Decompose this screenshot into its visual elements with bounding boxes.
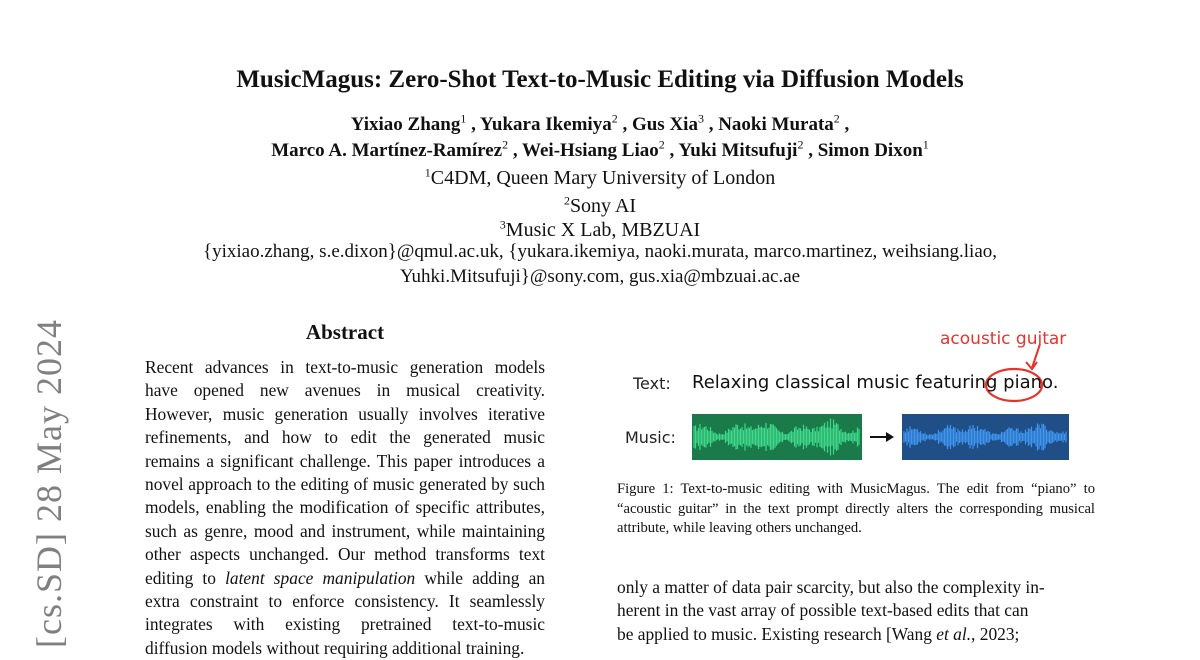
abstract-emphasis: latent space manipulation: [225, 567, 416, 588]
author-l2-2: Yuki Mitsufuji$^2$: [678, 137, 804, 161]
figure-text-label: Text:: [633, 374, 671, 393]
affiliation-2: $^2$Sony AI: [563, 193, 637, 217]
author-l2-3: Simon Dixon$^1$: [817, 137, 929, 161]
body-line-1: only a matter of data pair scarcity, but also the complexity in-: [617, 577, 1045, 597]
figure-text-prompt: Relaxing classical music featuring piano.: [692, 372, 1059, 393]
affiliation-3: $^3$Music X Lab, MBZUAI: [499, 217, 701, 241]
abstract-body: Recent advances in text-to-music generation models have opened new avenues in musical creativity. However, music generation usually involves iterative refinements, and how to edit the generated music remains a significant challenge. This paper introduces a novel approach to the editing of music generated by such models, enabling the modification of specific attributes, such as genre, mood and instrument, while maintaining other aspects unchanged. Our method transforms text editing to latent space manipulation while adding an extra constraint to enforce consistency. It seamlessly integrates with existing pretrained text-to-music diffusion models without requiring additional training.: [145, 357, 545, 658]
affiliation-1: $^1$C4DM, Queen Mary University of London: [424, 165, 776, 189]
figure-1: [600, 322, 1100, 472]
body-line-3: be applied to music. Existing research [Wang et al., 2023;: [617, 623, 1020, 644]
paper-title: MusicMagus: Zero-Shot Text-to-Music Editing via Diffusion Models: [236, 66, 964, 93]
author-list-line-2: Marco A. Martínez-Ramírez$^2$ , Wei-Hsiang Liao$^2$ , Yuki Mitsufuji$^2$ , Simon Dixon$^1$: [271, 137, 929, 161]
author-l1-3: Naoki Murata$^2$: [718, 111, 840, 135]
author-l1-0: Yixiao Zhang$^1$: [350, 111, 467, 135]
arxiv-stamp: [cs.SD] 28 May 2024: [29, 319, 69, 648]
email-line-2: Yuhki.Mitsufuji}@sony.com, gus.xia@mbzuai.ac.ae: [399, 266, 801, 287]
figure-music-label: Music:: [625, 428, 676, 447]
highlighted-word: piano: [1003, 372, 1053, 393]
email-line-1: {yixiao.zhang, s.e.dixon}@qmul.ac.uk, {yukara.ikemiya, naoki.murata, marco.martinez, weihsiang.liao,: [202, 241, 998, 262]
figure-caption: Figure 1: Text-to-music editing with MusicMagus. The edit from “piano” to “acoustic guitar” in the text prompt directly alters the corresponding musical attribute, while leaving others unchanged.: [617, 481, 1095, 536]
abstract-heading: Abstract: [305, 320, 385, 344]
author-l2-0: Marco A. Martínez-Ramírez$^2$: [271, 137, 509, 161]
author-list-line-1: Yixiao Zhang$^1$ , Yukara Ikemiya$^2$ , Gus Xia$^3$ , Naoki Murata$^2$ ,: [350, 111, 850, 135]
body-text: [617, 576, 1095, 646]
author-l2-1: Wei-Hsiang Liao$^2$: [522, 137, 665, 161]
body-line-2: herent in the vast array of possible text-based edits that can: [617, 600, 1029, 621]
author-l1-2: Gus Xia$^3$: [631, 111, 704, 135]
author-l1-1: Yukara Ikemiya$^2$: [479, 111, 618, 135]
replacement-annotation: acoustic guitar: [940, 329, 1067, 349]
